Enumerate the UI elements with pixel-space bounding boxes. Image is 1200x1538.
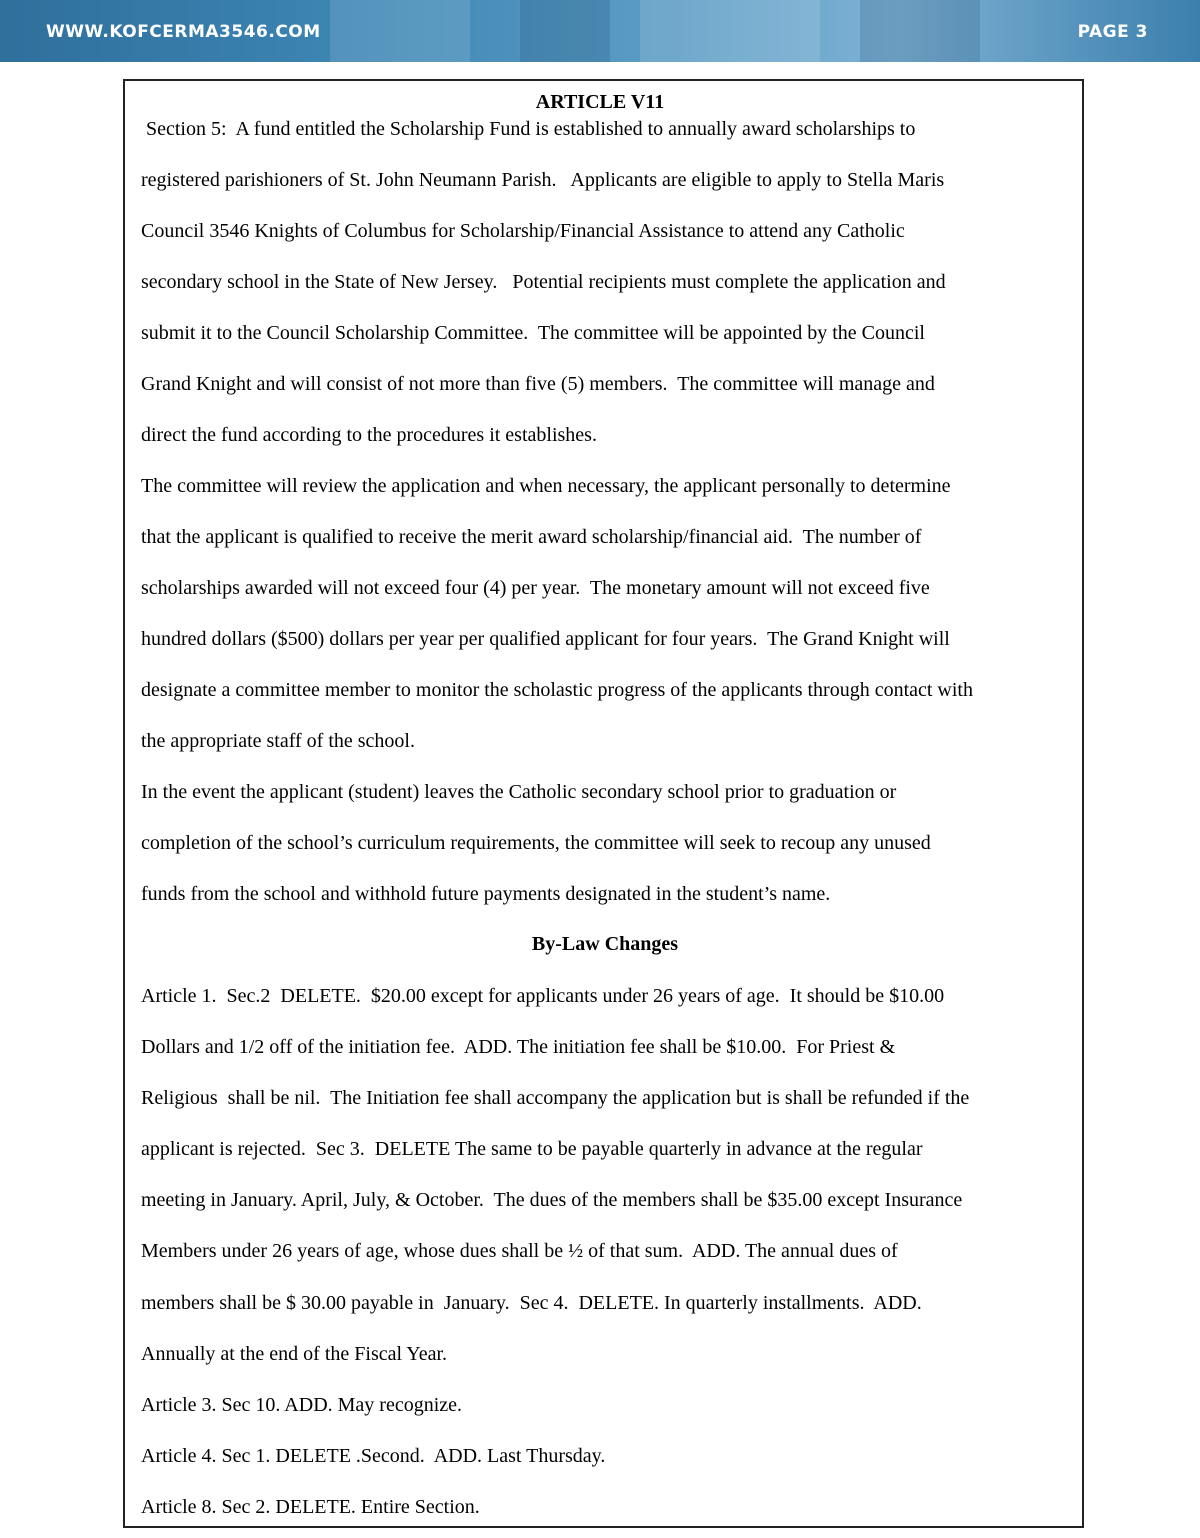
bylaw-title: By-Law Changes [531, 933, 679, 955]
article-line: hundred dollars ($500) dollars per year per qualified applicant for four years. The Grand Knight will [141, 628, 950, 650]
banner-decoration [520, 0, 610, 62]
bylaw-line: applicant is rejected. Sec 3. DELETE The same to be payable quarterly in advance at the regular [141, 1138, 923, 1160]
article-line: In the event the applicant (student) leaves the Catholic secondary school prior to graduation or [141, 781, 897, 803]
bylaw-line: Dollars and 1/2 off of the initiation fee. ADD. The initiation fee shall be $10.00. For Priest & [141, 1036, 896, 1058]
bylaw-line: Article 1. Sec.2 DELETE. $20.00 except for applicants under 26 years of age. It should be $10.00 [141, 985, 945, 1007]
article-line: The committee will review the application and when necessary, the applicant personally to determine [141, 475, 951, 497]
article-line: Grand Knight and will consist of not more than five (5) members. The committee will manage and [141, 373, 935, 395]
banner-decoration [860, 0, 980, 62]
bylaw-line: meeting in January. April, July, & October. The dues of the members shall be $35.00 except Insurance [141, 1189, 963, 1211]
header-banner [0, 0, 1200, 62]
bylaw-line: members shall be $ 30.00 payable in January. Sec 4. DELETE. In quarterly installments. ADD. [141, 1292, 922, 1314]
website-url: WWW.KOFCERMA3546.COM [46, 22, 321, 42]
article-line: scholarships awarded will not exceed four (4) per year. The monetary amount will not exceed five [141, 577, 930, 599]
banner-decoration [640, 0, 820, 62]
article-line: registered parishioners of St. John Neumann Parish. Applicants are eligible to apply to Stella Maris [141, 169, 945, 191]
article-line: Council 3546 Knights of Columbus for Scholarship/Financial Assistance to attend any Catholic [141, 220, 905, 242]
article-line: secondary school in the State of New Jersey. Potential recipients must complete the application and [141, 271, 946, 293]
article-line: direct the fund according to the procedures it establishes. [141, 424, 597, 446]
article-title: ARTICLE V11 [535, 91, 665, 113]
article-line: that the applicant is qualified to receive the merit award scholarship/financial aid. The number of [141, 526, 922, 548]
bylaw-line: Religious shall be nil. The Initiation fee shall accompany the application but is shall be refunded if the [141, 1087, 970, 1109]
article-line: funds from the school and withhold future payments designated in the student’s name. [141, 883, 831, 905]
bylaw-line: Article 3. Sec 10. ADD. May recognize. [141, 1394, 463, 1416]
article-line: the appropriate staff of the school. [141, 730, 415, 752]
article-line: Section 5: A fund entitled the Scholarship Fund is established to annually award scholarships to [141, 118, 916, 140]
bylaw-line: Article 4. Sec 1. DELETE .Second. ADD. Last Thursday. [141, 1445, 606, 1467]
bylaw-line: Members under 26 years of age, whose dues shall be ½ of that sum. ADD. The annual dues of [141, 1240, 898, 1262]
article-line: completion of the school’s curriculum requirements, the committee will seek to recoup any unused [141, 832, 931, 854]
bylaw-line: Annually at the end of the Fiscal Year. [141, 1343, 448, 1365]
page-number: PAGE 3 [1077, 22, 1148, 42]
article-line: submit it to the Council Scholarship Committee. The committee will be appointed by the Council [141, 322, 925, 344]
banner-decoration [330, 0, 470, 62]
article-line: designate a committee member to monitor the scholastic progress of the applicants through contact with [141, 679, 973, 701]
bylaw-line: Article 8. Sec 2. DELETE. Entire Section. [141, 1496, 480, 1518]
